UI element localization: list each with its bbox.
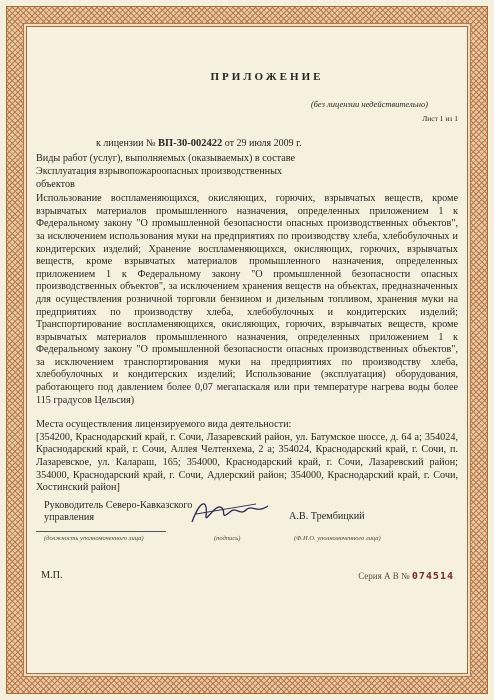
- works-intro: Виды работ (услуг), выполняемых (оказываемых) в составе: [36, 153, 296, 165]
- works-type-line-2: объектов: [36, 178, 75, 190]
- works-header: [36, 153, 458, 191]
- license-number: ВП-30-002422: [158, 137, 223, 149]
- places-list: [354200, Краснодарский край, г. Сочи, Лазаревский район, ул. Батумское шоссе, д. 64 а; 354024, Краснодарский край, г. Сочи, Аллея Челтенхема, 2 а; 354024, Краснодарский край, г. Сочи, п. Лазаревское, ул. Калараш, 165; 354000, Краснодарский край, г. Сочи, Лазаревский район; 354000, Краснодарский край, г. Сочи, Адлерский район; 354000, Краснодарский край, г. Сочи, Хостинский район]: [36, 431, 458, 494]
- places-section: [36, 419, 458, 495]
- document-content: [36, 36, 458, 664]
- sheet-number: Лист 1 из 1: [422, 114, 458, 124]
- caption-position: (должность уполномоченного лица): [44, 534, 144, 542]
- document-title: ПРИЛОЖЕНИЕ: [210, 71, 324, 83]
- position-underline: [36, 531, 166, 532]
- series-number: [358, 570, 454, 584]
- license-date: 29 июля 2009 г.: [236, 137, 302, 149]
- signer-name: А.В. Трембицкий: [289, 510, 365, 522]
- series-number-value: 074514: [411, 570, 454, 582]
- series-code: А В: [384, 570, 399, 581]
- license-prefix: к лицензии №: [96, 137, 156, 149]
- handwritten-signature: [186, 494, 276, 530]
- license-date-prefix: от: [224, 137, 234, 149]
- works-description: Использование воспламеняющихся, окисляющих, горючих, взрывчатых веществ, кроме взрывчатых материалов промышленного назначения, определенных приложением 1 к Федеральному закону "О промышленной безопасности опасных производственных объектов", за исключением использования муки на предприятиях по производству хлеба, хлебобулочных и кондитерских изделий; Хранение воспламеняющихся, окисляющих, горючих, взрывчатых веществ, кроме взрывчатых материалов промышленного назначения, определенных приложением 1 к Федеральному закону "О промышленной безопасности опасных производственных объектов", за исключением хранения веществ на объектах, предназначенных для осуществления розничной торговли бензином и дизельным топливом, хранения муки на предприятиях по производству хлеба, хлебобулочных и кондитерских изделий; Транспортирование воспламеняющихся, окисляющих, горючих, взрывчатых веществ, кроме взрывчатых материалов промышленного назначения, определенных приложением 1 к Федеральному закону "О промышленной безопасности опасных производственных объектов", за исключением транспортирования муки на предприятиях по производству хлеба, хлебобулочных и кондитерских изделий; Использование (эксплуатация) оборудования, работающего под давлением более 0,07 мегапаскаля или при температуре нагрева воды более 115 градусов Цельсия): [36, 193, 458, 406]
- signer-position: Руководитель Северо-Кавказского управления: [44, 499, 193, 524]
- stamp-place: М.П.: [41, 569, 63, 581]
- places-title: Места осуществления лицензируемого вида деятельности:: [36, 419, 292, 431]
- caption-name: (Ф.И.О. уполномоченного лица): [294, 534, 381, 542]
- license-line: [36, 138, 458, 151]
- caption-signature: (подпись): [214, 534, 241, 542]
- series-label: Серия: [358, 570, 382, 581]
- series-number-label: №: [401, 570, 410, 581]
- validity-note: (без лицензии недействительно): [310, 98, 428, 109]
- footer-row: [36, 570, 458, 584]
- works-type-line-1: Эксплуатация взрывопожароопасных производственных: [36, 165, 283, 177]
- signature-block: [36, 500, 458, 544]
